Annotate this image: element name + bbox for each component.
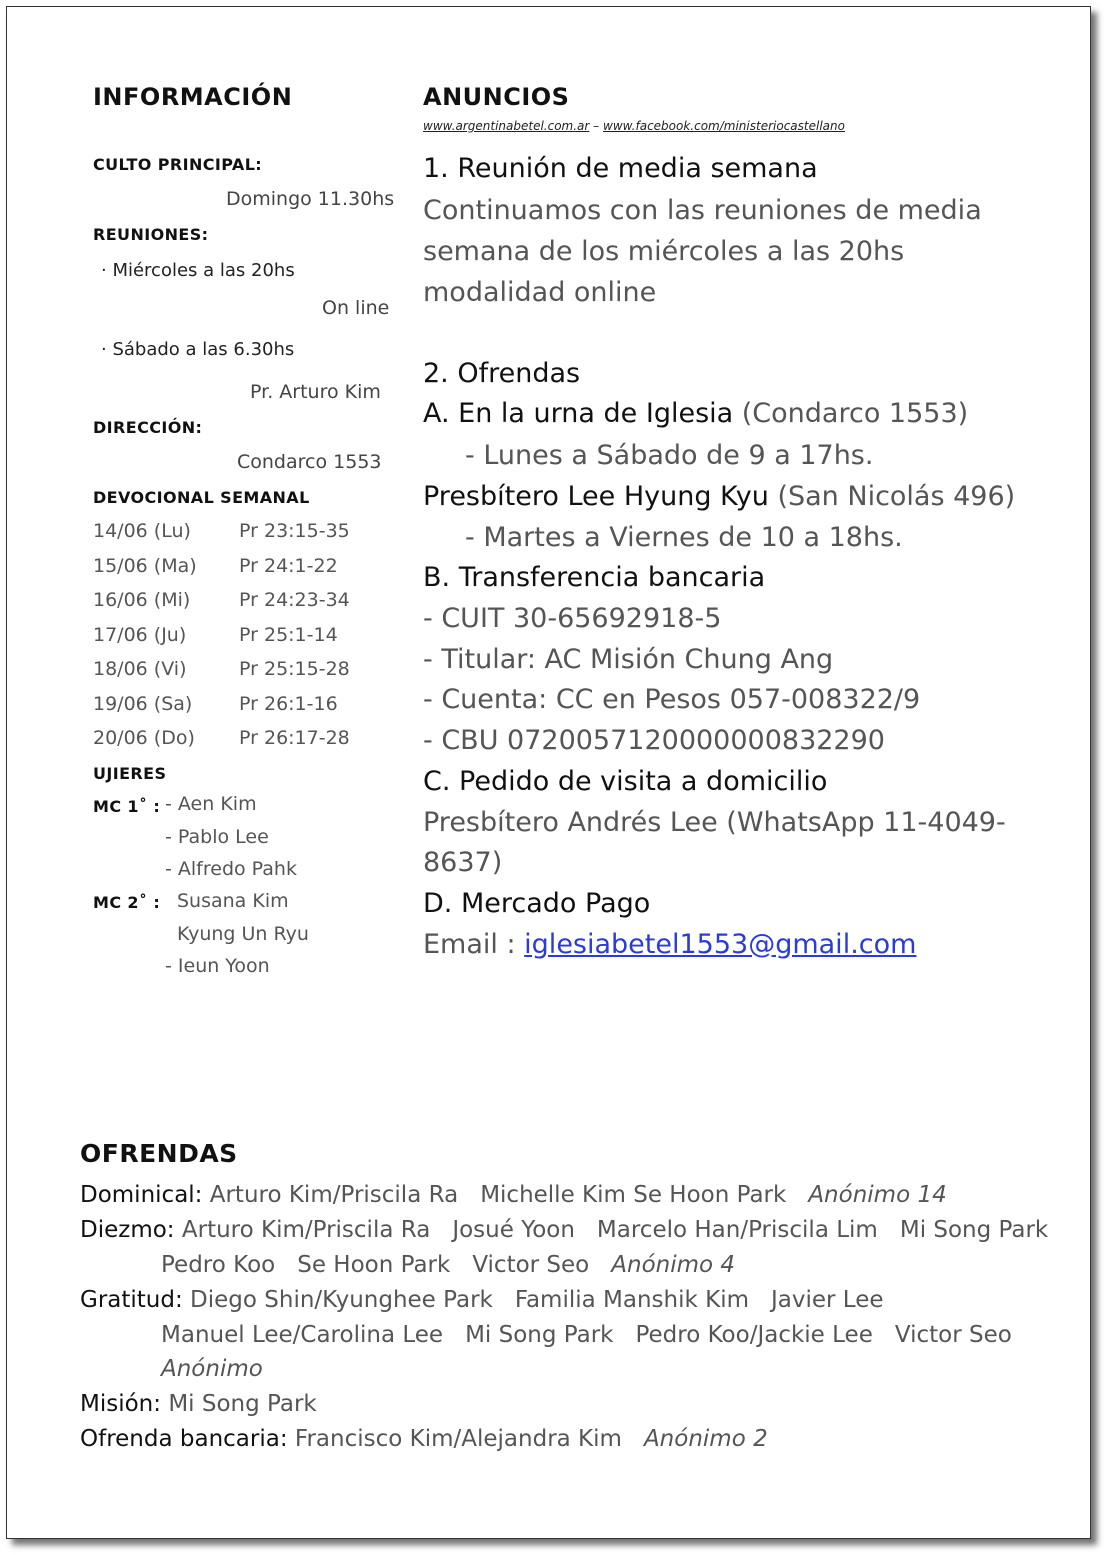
donor: Arturo Kim/Priscila Ra xyxy=(209,1182,459,1208)
direccion-label: DIRECCIÓN: xyxy=(93,418,203,437)
link-separator: – xyxy=(589,119,603,133)
donor: Michelle Kim Se Hoon Park xyxy=(480,1182,787,1208)
facebook-link[interactable]: www.facebook.com/ministeriocastellano xyxy=(603,119,845,133)
culto-time: Domingo 11.30hs xyxy=(226,188,395,210)
reunion-sabado-note: Pr. Arturo Kim xyxy=(250,381,381,403)
donor: Victor Seo xyxy=(472,1252,590,1278)
urna-hours: - Lunes a Sábado de 9 a 17hs. xyxy=(465,440,874,471)
gratitud-line xyxy=(80,1287,884,1313)
transferencia-line: - CBU 0720057120000000832290 xyxy=(423,725,885,756)
anuncios-title: ANUNCIOS xyxy=(423,83,570,111)
devocional-ref: Pr 26:17-28 xyxy=(239,727,350,749)
donor: Manuel Lee/Carolina Lee xyxy=(161,1322,444,1348)
culto-label: CULTO PRINCIPAL: xyxy=(93,155,263,174)
reunion-miercoles: · Miércoles a las 20hs xyxy=(101,260,295,281)
devocional-date: 15/06 (Ma) xyxy=(93,555,197,577)
usher-name: - Ieun Yoon xyxy=(165,955,270,977)
links-line xyxy=(423,119,845,133)
mc1-label: MC 1˚ : xyxy=(93,797,161,816)
donor: Javier Lee xyxy=(771,1287,884,1313)
diezmo-line xyxy=(80,1217,1048,1243)
devocional-ref: Pr 25:1-14 xyxy=(239,624,338,646)
usher-name: - Alfredo Pahk xyxy=(165,858,297,880)
donor: Se Hoon Park xyxy=(297,1252,451,1278)
donor: Victor Seo xyxy=(894,1322,1012,1348)
usher-name: - Pablo Lee xyxy=(165,826,269,848)
reunion-sabado: · Sábado a las 6.30hs xyxy=(101,339,295,360)
anonymous-count: Anónimo 4 xyxy=(611,1252,736,1278)
visita-body: Presbítero Andrés Lee (WhatsApp 11-4049- xyxy=(423,807,1006,838)
mc2-label: MC 2˚ : xyxy=(93,893,161,912)
presbitero-address: (San Nicolás 496) xyxy=(768,481,1016,512)
presbitero-name: Presbítero Lee Hyung Kyu xyxy=(423,481,769,512)
usher-name: - Aen Kim xyxy=(165,793,257,815)
donor: Mi Song Park xyxy=(899,1217,1049,1243)
announcement-1-body: modalidad online xyxy=(423,277,657,308)
reuniones-label: REUNIONES: xyxy=(93,225,209,244)
devocional-ref: Pr 24:23-34 xyxy=(239,589,350,611)
donor: Familia Manshik Kim xyxy=(514,1287,750,1313)
mision-line xyxy=(80,1391,317,1417)
devocional-date: 17/06 (Ju) xyxy=(93,624,187,646)
anonymous-count: Anónimo xyxy=(161,1356,263,1382)
email-label: Email : xyxy=(423,929,525,960)
urna-title: A. En la urna de Iglesia xyxy=(423,398,734,429)
info-title: INFORMACIÓN xyxy=(93,83,293,111)
ujieres-label: UJIERES xyxy=(93,764,167,783)
announcement-1-body: semana de los miércoles a las 20hs xyxy=(423,236,905,267)
transferencia-title: B. Transferencia bancaria xyxy=(423,562,766,593)
gratitud-line-3 xyxy=(161,1356,263,1382)
dominical-label: Dominical: xyxy=(80,1182,210,1208)
email-link[interactable]: iglesiabetel1553@gmail.com xyxy=(524,929,917,960)
donor: Arturo Kim/Priscila Ra xyxy=(181,1217,431,1243)
diezmo-label: Diezmo: xyxy=(80,1217,182,1243)
mision-label: Misión: xyxy=(80,1391,169,1417)
transferencia-line: - Titular: AC Misión Chung Ang xyxy=(423,644,834,675)
direccion-value: Condarco 1553 xyxy=(237,451,382,473)
presbitero-line xyxy=(423,481,1015,512)
gratitud-line-2 xyxy=(161,1322,1012,1348)
visita-title: C. Pedido de visita a domicilio xyxy=(423,766,828,797)
devocional-ref: Pr 23:15-35 xyxy=(239,520,350,542)
mercado-pago-title: D. Mercado Pago xyxy=(423,888,651,919)
reunion-miercoles-note: On line xyxy=(322,297,390,319)
donor: Diego Shin/Kyunghee Park xyxy=(190,1287,493,1313)
anonymous-count: Anónimo 2 xyxy=(643,1426,768,1452)
donor: Pedro Koo/Jackie Lee xyxy=(635,1322,873,1348)
devocional-date: 16/06 (Mi) xyxy=(93,589,191,611)
gratitud-label: Gratitud: xyxy=(80,1287,191,1313)
website-link[interactable]: www.argentinabetel.com.ar xyxy=(423,119,590,133)
transferencia-line: - CUIT 30-65692918-5 xyxy=(423,603,722,634)
donor: Francisco Kim/Alejandra Kim xyxy=(294,1426,622,1452)
email-line xyxy=(423,929,916,960)
ofrendas-title: OFRENDAS xyxy=(80,1139,238,1168)
bancaria-line xyxy=(80,1426,768,1452)
bancaria-label: Ofrenda bancaria: xyxy=(80,1426,295,1452)
presbitero-hours: - Martes a Viernes de 10 a 18hs. xyxy=(465,522,903,553)
donor: Marcelo Han/Priscila Lim xyxy=(596,1217,878,1243)
donor: Josué Yoon xyxy=(452,1217,575,1243)
transferencia-line: - Cuenta: CC en Pesos 057-008322/9 xyxy=(423,684,921,715)
devocional-ref: Pr 25:15-28 xyxy=(239,658,350,680)
donor: Pedro Koo xyxy=(161,1252,276,1278)
donor: Mi Song Park xyxy=(168,1391,317,1417)
announcement-1-body: Continuamos con las reuniones de media xyxy=(423,195,982,226)
devocional-ref: Pr 26:1-16 xyxy=(239,693,338,715)
devocional-date: 19/06 (Sa) xyxy=(93,693,193,715)
dominical-line xyxy=(80,1182,947,1208)
announcement-1-title: 1. Reunión de media semana xyxy=(423,153,818,184)
announcement-2-title: 2. Ofrendas xyxy=(423,358,581,389)
visita-body: 8637) xyxy=(423,847,503,878)
devocional-ref: Pr 24:1-22 xyxy=(239,555,338,577)
devocional-date: 14/06 (Lu) xyxy=(93,520,191,542)
anonymous-count: Anónimo 14 xyxy=(808,1182,947,1208)
urna-address: (Condarco 1553) xyxy=(733,398,969,429)
urna-line xyxy=(423,398,968,429)
devocional-date: 18/06 (Vi) xyxy=(93,658,187,680)
devocional-date: 20/06 (Do) xyxy=(93,727,195,749)
devocional-label: DEVOCIONAL SEMANAL xyxy=(93,488,310,507)
diezmo-line-2 xyxy=(161,1252,735,1278)
usher-name: Kyung Un Ryu xyxy=(177,923,309,945)
bulletin-page xyxy=(6,6,1091,1539)
donor: Mi Song Park xyxy=(465,1322,614,1348)
usher-name: Susana Kim xyxy=(177,890,289,912)
